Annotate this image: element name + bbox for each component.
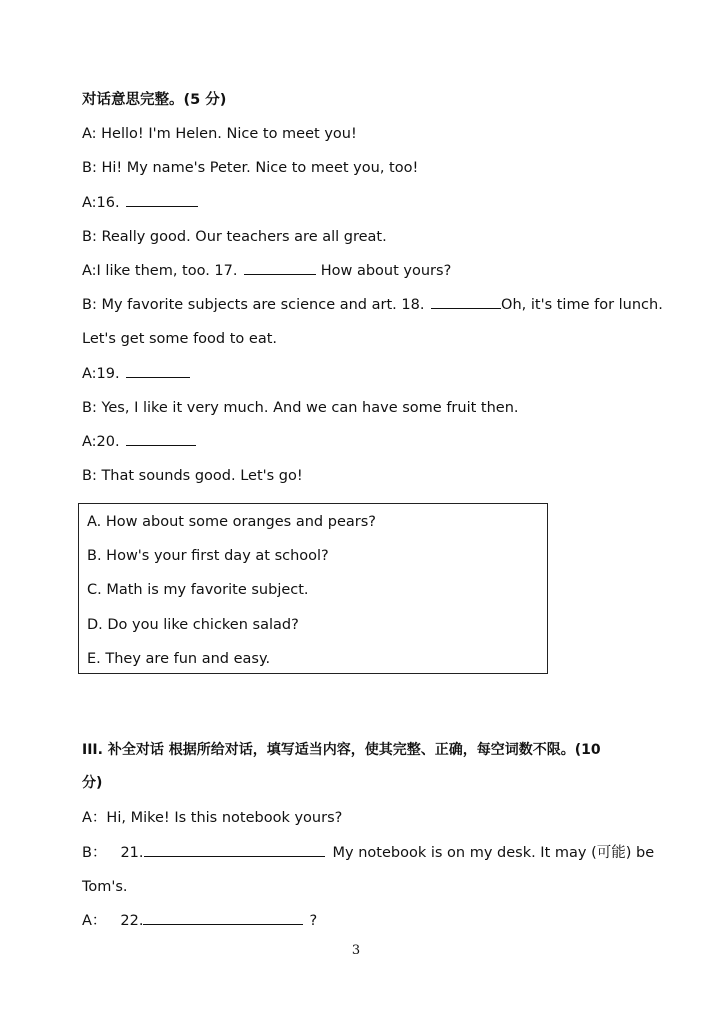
section-header: 对话意思完整。(5 分): [82, 92, 227, 108]
dialogue-line: [82, 911, 317, 931]
question-prefix: A:19.: [82, 366, 125, 382]
question-number: 21.: [120, 845, 144, 861]
answer-blank-21[interactable]: [144, 855, 325, 857]
options-box: [78, 503, 548, 674]
dialogue-line: B: Hi! My name's Peter. Nice to meet you, too!: [82, 160, 419, 176]
answer-blank-17[interactable]: [244, 273, 316, 275]
dialogue-line: [82, 295, 663, 315]
answer-blank-18[interactable]: [431, 307, 501, 309]
question-suffix: Oh, it's time for lunch.: [501, 297, 663, 313]
option-b: B. How's your first day at school?: [87, 548, 329, 564]
dialogue-line: Tom's.: [82, 879, 128, 895]
dialogue-line: B: That sounds good. Let's go!: [82, 468, 303, 484]
question-prefix: A:20.: [82, 434, 125, 450]
section3-title-cont: 分): [82, 775, 103, 791]
answer-blank-22[interactable]: [143, 923, 303, 925]
dialogue-line: [82, 261, 451, 281]
dialogue-line: A：Hi, Mike! Is this notebook yours?: [82, 810, 343, 826]
dialogue-line: [82, 843, 654, 863]
question-number: 22.: [120, 913, 144, 929]
speaker-label: A：: [82, 913, 107, 929]
option-c: C. Math is my favorite subject.: [87, 582, 309, 598]
option-d: D. Do you like chicken salad?: [87, 617, 299, 633]
dialogue-line: B: Really good. Our teachers are all great.: [82, 229, 387, 245]
dialogue-line: A: Hello! I'm Helen. Nice to meet you!: [82, 126, 357, 142]
page-number: 3: [351, 943, 361, 958]
answer-blank-20[interactable]: [126, 444, 196, 446]
option-a: A. How about some oranges and pears?: [87, 514, 376, 530]
question-prefix: A:I like them, too. 17.: [82, 263, 243, 279]
question-prefix: A:16.: [82, 195, 125, 211]
section3-title: III. 补全对话 根据所给对话，填写适当内容，使其完整、正确，每空词数不限。(10: [82, 742, 601, 758]
speaker-label: B：: [82, 845, 107, 861]
answer-blank-16[interactable]: [126, 205, 198, 207]
question-suffix: How about yours?: [316, 263, 452, 279]
question-suffix: ?: [309, 913, 318, 929]
option-e: E. They are fun and easy.: [87, 651, 271, 667]
dialogue-line: [82, 432, 196, 452]
answer-blank-19[interactable]: [126, 376, 190, 378]
dialogue-line: Let's get some food to eat.: [82, 331, 278, 347]
question-suffix: My notebook is on my desk. It may (可能) be: [332, 845, 655, 861]
question-prefix: B: My favorite subjects are science and art. 18.: [82, 297, 430, 313]
dialogue-line: [82, 364, 190, 384]
dialogue-line: B: Yes, I like it very much. And we can have some fruit then.: [82, 400, 519, 416]
dialogue-line: [82, 193, 198, 213]
